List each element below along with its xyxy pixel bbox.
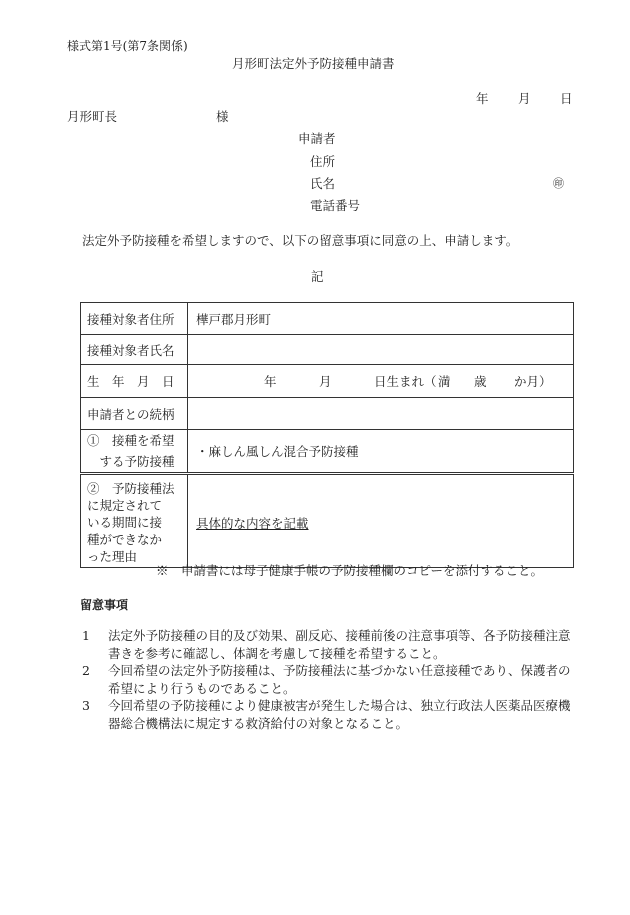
document-title: 月形町法定外予防接種申請書 — [232, 56, 395, 71]
birth-year: 年 — [264, 374, 277, 389]
table-row — [81, 335, 574, 365]
table-row — [81, 430, 574, 474]
ki-heading: 記 — [311, 269, 324, 284]
row-label: 生 年 月 日 — [81, 365, 188, 398]
caution-list — [82, 627, 577, 732]
caution-heading: 留意事項 — [80, 598, 129, 612]
applicant-heading: 申請者 — [298, 131, 336, 146]
row-label: 接種対象者住所 — [81, 303, 188, 335]
birthdate-value — [188, 365, 574, 398]
addressee: 月形町長 — [67, 109, 118, 124]
reason-placeholder: 具体的な内容を記載 — [196, 516, 309, 531]
item-text: 今回希望の予防接種により健康被害が発生した場合は、独立行政法人医薬品医療機器総合機構法に規定する救済給付の対象となること。 — [108, 698, 571, 731]
row-value: 樺戸郡月形町 — [188, 303, 574, 335]
birth-age: 歳 — [474, 374, 487, 389]
date-month: 月 — [518, 91, 531, 106]
row-value: ・麻しん風しん混合予防接種 — [188, 430, 574, 474]
row-label — [81, 430, 188, 474]
list-item — [82, 627, 577, 662]
label-line: いる期間に接 — [87, 514, 163, 530]
list-item — [82, 697, 577, 732]
table-row — [81, 365, 574, 398]
date-year: 年 — [476, 91, 489, 106]
label-line: ① 接種を希望 — [87, 433, 175, 448]
honorific: 様 — [216, 109, 229, 124]
row-label — [81, 474, 188, 568]
item-number: 3 — [82, 698, 90, 713]
list-item — [82, 662, 577, 697]
date-day: 日 — [560, 91, 573, 106]
row-label: 申請者との続柄 — [81, 398, 188, 430]
item-text: 今回希望の法定外予防接種は、予防接種法に基づかない任意接種であり、保護者の希望により行うものであること。 — [108, 663, 571, 696]
item-text: 法定外予防接種の目的及び効果、副反応、接種前後の注意事項等、各予防接種注意書きを参考に確認し、体調を考慮して接種を希望すること。 — [108, 628, 571, 661]
birth-month: 月 — [319, 374, 332, 389]
form-number: 様式第1号(第7条関係) — [67, 39, 188, 53]
table-row — [81, 303, 574, 335]
date-line — [476, 93, 573, 106]
seal-mark: ㊞ — [553, 177, 564, 190]
label-line: った理由 — [87, 548, 138, 564]
item-number: 2 — [82, 663, 90, 678]
item-number: 1 — [82, 628, 90, 643]
application-table — [80, 302, 574, 568]
intro-text: 法定外予防接種を希望しますので、以下の留意事項に同意の上、申請します。 — [82, 233, 519, 248]
row-label: 接種対象者氏名 — [81, 335, 188, 365]
row-value — [188, 335, 574, 365]
label-line: に規定されて — [87, 497, 163, 513]
phone-label: 電話番号 — [310, 198, 361, 213]
table-row — [81, 474, 574, 568]
table-row — [81, 398, 574, 430]
address-label: 住所 — [310, 154, 336, 169]
birth-full: 満 — [438, 374, 451, 389]
birth-born: 日生まれ（ — [374, 374, 437, 389]
row-value — [188, 398, 574, 430]
label-line: する予防接種 — [87, 454, 175, 469]
birth-months: か月） — [514, 374, 552, 389]
row-value — [188, 474, 574, 568]
label-line: 種ができなか — [87, 531, 163, 547]
attachment-note: ※ 申請書には母子健康手帳の予防接種欄のコピーを添付すること。 — [156, 563, 544, 578]
label-line: ② 予防接種法 — [87, 480, 175, 496]
name-label: 氏名 — [310, 176, 336, 191]
